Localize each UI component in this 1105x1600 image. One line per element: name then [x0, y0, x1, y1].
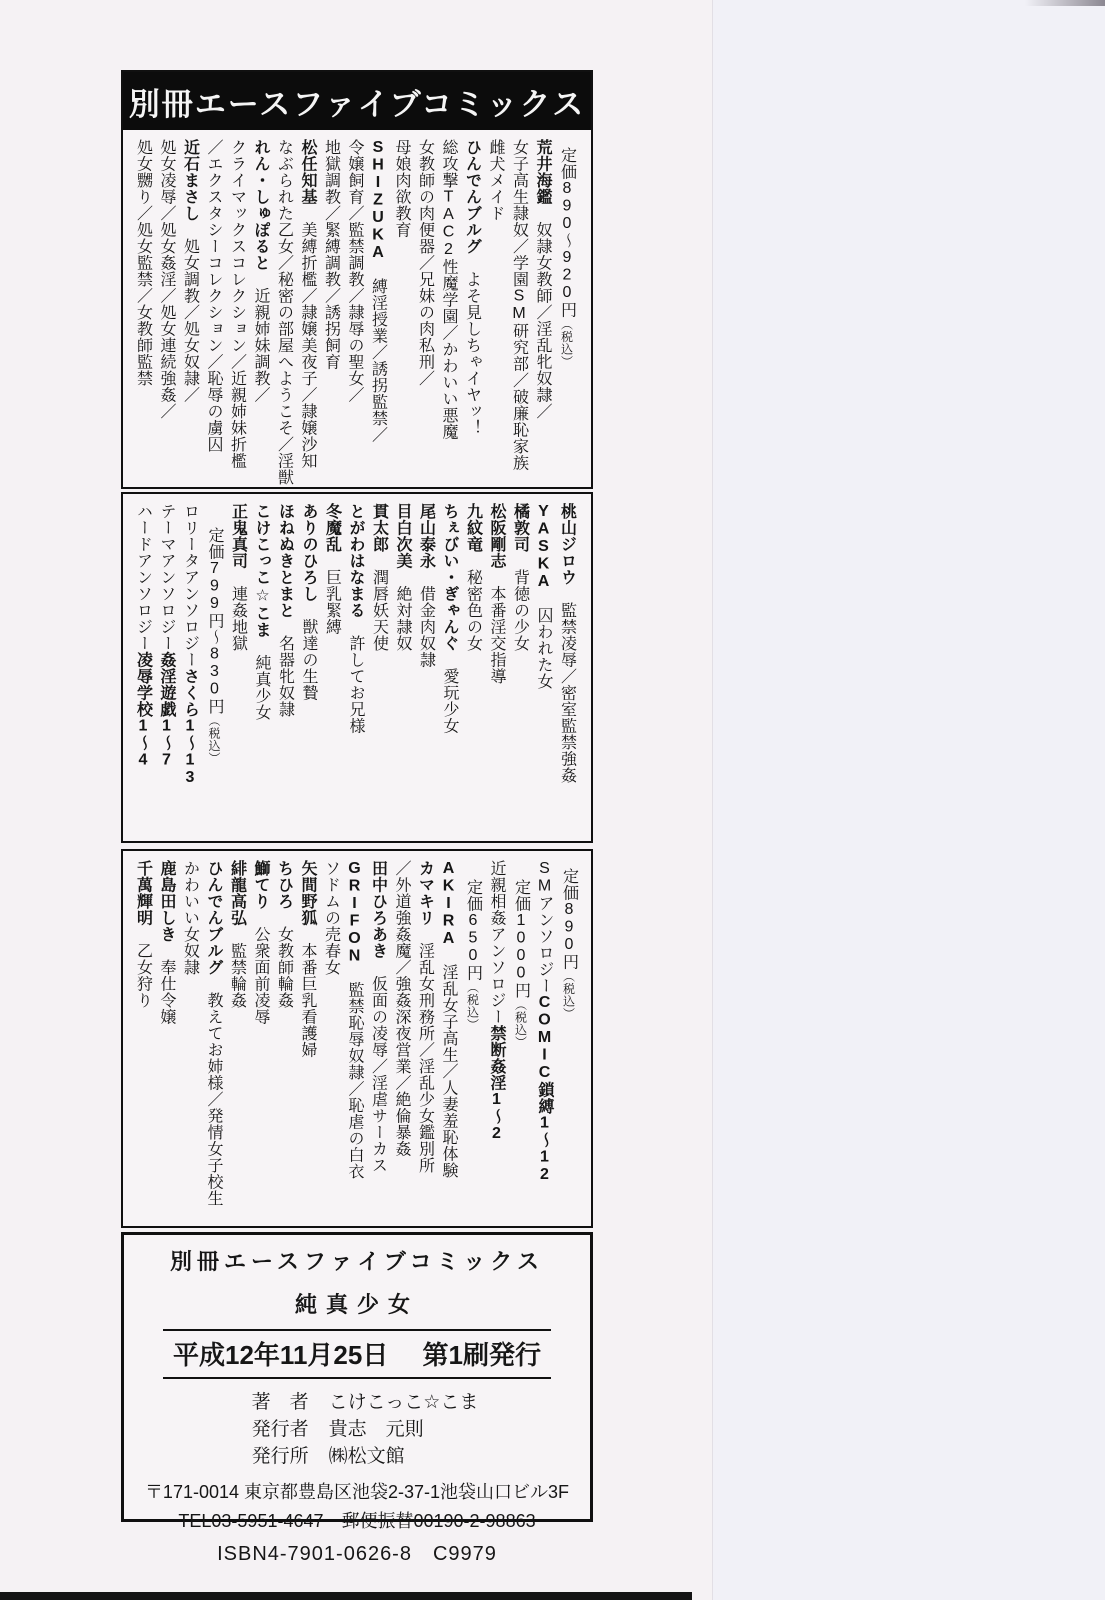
- title-text: 名器牝奴隷: [276, 618, 294, 718]
- title-text: 本番淫交指導: [488, 569, 505, 685]
- list-column: [319, 860, 343, 1217]
- list-column: [460, 139, 484, 478]
- author-name: ちひろ: [275, 860, 293, 910]
- list-column: [226, 503, 250, 832]
- list-column: [131, 139, 155, 478]
- title-text: 女子高生隷奴／学園SM研究部／破廉恥家族: [510, 139, 528, 471]
- list-column: [437, 139, 461, 478]
- list-column: [202, 860, 226, 1217]
- publication-date: 平成12年11月25日: [173, 1340, 389, 1370]
- printing-info: 第1刷発行: [422, 1340, 541, 1370]
- list-column: [391, 503, 415, 832]
- list-column: [296, 139, 320, 478]
- list-column: [250, 503, 274, 832]
- list-column: [413, 860, 437, 1217]
- list-column: [532, 503, 556, 832]
- title-text: 潤唇妖天使: [370, 552, 388, 652]
- author-name: ひんでんブルグ: [205, 860, 222, 976]
- title-list-3: [123, 851, 589, 1226]
- colophon-credits: [252, 1389, 479, 1470]
- title-text: 母娘肉欲教育: [393, 139, 410, 238]
- title-text: 監禁輪姦: [228, 926, 246, 1009]
- list-column: [367, 503, 391, 832]
- author-name: 目白次美: [394, 503, 411, 569]
- list-column: [131, 503, 155, 832]
- author-name: ひんでんブルグ: [463, 139, 481, 255]
- list-column: [296, 860, 320, 1217]
- credit-value: ㈱松文館: [328, 1446, 405, 1467]
- list-column: [272, 139, 296, 486]
- list-column: [344, 503, 368, 832]
- list-column: [155, 139, 179, 478]
- list-column: [485, 860, 509, 1217]
- author-name: 荒井海鑑: [534, 139, 551, 205]
- list-column: [225, 139, 249, 478]
- series-header-bar: [123, 72, 591, 130]
- title-text: よそ見しちゃイヤッ！: [463, 254, 481, 436]
- list-column: [460, 860, 485, 1217]
- title-text: 処女調教／処女奴隷／: [181, 221, 199, 403]
- scan-edge-artifact: [0, 1592, 692, 1600]
- list-column: [533, 860, 557, 1217]
- colophon-box: [121, 1232, 593, 1565]
- list-column: [225, 860, 249, 1217]
- author-name: 正鬼真司: [229, 503, 247, 569]
- credit-row-publisher-person: [252, 1416, 479, 1443]
- author-name: COMIC鎖縛1〜12: [536, 994, 553, 1184]
- list-column: [390, 860, 414, 1217]
- title-list-2: [123, 494, 587, 841]
- title-text: ／外道強姦魔／強姦深夜営業／絶倫暴姦: [393, 860, 410, 1157]
- author-name: 近石まさし: [181, 139, 199, 222]
- title-text: 秘密色の女: [464, 552, 482, 652]
- author-name: 千萬輝明: [134, 860, 152, 926]
- author-name: AKIRA: [440, 860, 457, 948]
- author-name: 禁断姦淫1〜2: [488, 1025, 505, 1143]
- author-name: れん・しゅぽると: [252, 139, 269, 271]
- list-column: [131, 860, 155, 1217]
- title-text: ハードアンソロジー: [134, 503, 152, 652]
- scan-smudge-artifact: [1025, 0, 1105, 6]
- author-name: 鹿島田しき: [158, 860, 175, 943]
- credit-row-author: [252, 1389, 479, 1416]
- list-column: [202, 503, 227, 832]
- title-text: 令嬢飼育／監禁調教／隷辱の聖女／: [346, 139, 363, 403]
- title-text: 地獄調教／緊縛調教／誘拐飼育: [322, 139, 340, 370]
- credit-label: 発行者: [251, 1419, 309, 1440]
- title-text: 監禁恥辱奴隷／恥虐の白衣: [346, 965, 363, 1180]
- title-text: 乙女狩り: [134, 926, 152, 1009]
- list-column: [178, 503, 202, 832]
- title-text: 仮面の凌辱／淫虐サーカス: [369, 959, 387, 1174]
- title-text: ／エクスタシーコレクション／恥辱の虜囚: [205, 139, 222, 453]
- title-text: 本番巨乳看護婦: [299, 926, 316, 1058]
- title-text: （税込）: [561, 970, 576, 1020]
- colophon-series: 別冊エースファイブコミックス: [169, 1249, 545, 1274]
- title-text: ロリータアンソロジー: [181, 503, 199, 668]
- title-text: 女教師輪姦: [275, 909, 293, 1009]
- list-column: [554, 139, 579, 478]
- title-text: 縛淫授業／誘拐監禁／: [369, 261, 387, 443]
- list-column: [390, 139, 414, 478]
- title-text: 純真少女: [253, 638, 270, 721]
- list-column: [319, 139, 343, 478]
- title-text: 近親相姦アンソロジー: [488, 860, 505, 1025]
- title-text: 処女凌辱／処女姦淫／処女連続強姦／: [158, 139, 175, 420]
- title-text: ソドムの売春女: [322, 860, 340, 976]
- title-text: 連姦地獄: [229, 569, 247, 652]
- title-text: クライマックスコレクション／近親姉妹折檻: [228, 139, 246, 469]
- author-name: YASKA: [535, 503, 552, 591]
- list-column: [155, 503, 179, 832]
- author-name: ありのひろし: [300, 503, 317, 602]
- title-text: 定価1000円: [512, 879, 530, 999]
- author-name: GRIFON: [346, 860, 363, 965]
- list-column: [272, 860, 296, 1217]
- list-column: [273, 503, 297, 832]
- list-column: [366, 139, 390, 478]
- list-column: [461, 503, 485, 832]
- credit-label: 著 者: [251, 1392, 309, 1413]
- isbn-line: ISBN4-7901-0626-8 C9979: [217, 1543, 497, 1565]
- list-column: [437, 860, 461, 1217]
- title-text: かわいい女奴隷: [181, 860, 199, 976]
- title-list-1: [123, 130, 587, 487]
- author-name: 田中ひろあき: [369, 860, 387, 959]
- author-name: 松任知基: [299, 139, 316, 205]
- author-name: ちぇびい・ぎゃんぐ: [441, 503, 458, 652]
- author-name: 矢間野狐: [299, 860, 316, 926]
- title-text: 許してお兄様: [347, 618, 364, 734]
- title-text: 雌犬メイド: [487, 139, 504, 222]
- list-column: [343, 139, 367, 478]
- credit-label: 発行所: [251, 1446, 309, 1467]
- list-column: [155, 860, 179, 1217]
- author-name: 鰤てり: [252, 860, 269, 910]
- title-text: 背徳の少女: [511, 552, 529, 652]
- title-text: SMアンソロジー: [536, 860, 553, 994]
- colophon-book-title: 純真少女: [294, 1292, 419, 1317]
- list-column: [249, 139, 273, 478]
- page-fold-right-panel: [712, 0, 1105, 1600]
- comics-list-box-top: [121, 70, 593, 489]
- author-name: 橘敦司: [511, 503, 529, 553]
- comics-list-box-middle: [121, 492, 593, 843]
- list-column: [508, 503, 532, 832]
- list-column: [414, 503, 438, 832]
- list-column: [531, 139, 555, 478]
- title-text: 巨乳緊縛: [323, 552, 341, 635]
- comics-list-box-bottom: [121, 849, 593, 1228]
- list-column: [485, 503, 509, 832]
- list-column: [438, 503, 462, 832]
- title-text: 借金肉奴隷: [417, 569, 435, 668]
- list-column: [556, 860, 581, 1217]
- phone-and-postal-transfer: TEL03-5951-4647 郵便振替00190-2-98863: [178, 1511, 536, 1531]
- title-text: 公衆面前凌辱: [252, 909, 269, 1025]
- list-column: [320, 503, 344, 832]
- list-column: [555, 503, 579, 832]
- author-name: 姦淫遊戯1〜7: [158, 651, 175, 769]
- author-name: 九紋竜: [464, 503, 482, 553]
- title-text: 処女嬲り／処女監禁／女教師監禁: [134, 139, 152, 387]
- list-column: [484, 139, 508, 478]
- title-text: （税込）: [465, 981, 480, 1032]
- title-text: （税込）: [207, 714, 221, 765]
- title-text: 美縛折檻／隷嬢美夜子／隷嬢沙知: [299, 205, 316, 469]
- title-text: 近親姉妹調教／: [252, 271, 269, 403]
- list-column: [178, 860, 202, 1217]
- list-column: [366, 860, 390, 1217]
- author-name: こけこっこ☆こま: [253, 503, 270, 638]
- author-name: SHIZUKA: [369, 139, 387, 262]
- author-name: 桃山ジロウ: [558, 503, 576, 586]
- title-text: 定価799円〜830円: [206, 527, 223, 715]
- author-name: 冬魔乱: [323, 503, 341, 553]
- author-name: 松阪剛志: [488, 503, 505, 569]
- list-column: [508, 860, 533, 1217]
- title-text: 総攻撃TAC2性魔学園／かわいい悪魔: [440, 139, 457, 440]
- list-column: [178, 139, 202, 478]
- author-name: ほねぬきとまと: [276, 503, 294, 619]
- title-text: テーマアンソロジー: [158, 503, 175, 652]
- title-text: 淫乱女子高生／人妻羞恥体験: [440, 947, 457, 1179]
- credit-value: 貴志 元則: [328, 1419, 424, 1440]
- list-column: [413, 139, 437, 478]
- title-text: 奴隷女教師／淫乱牝奴隷／: [534, 205, 551, 420]
- author-name: 緋龍高弘: [228, 860, 246, 926]
- title-text: 定価650円: [464, 879, 482, 982]
- title-text: 奉仕令嬢: [158, 942, 175, 1025]
- title-text: （税込）: [513, 998, 528, 1049]
- publisher-address: 〒171-0014 東京都豊島区池袋2-37-1池袋山口ビル3F: [144, 1482, 570, 1502]
- title-text: 定価890〜920円: [558, 147, 576, 318]
- title-text: （税込）: [559, 318, 574, 368]
- credit-row-publisher-company: [252, 1443, 479, 1470]
- list-column: [249, 860, 273, 1217]
- title-text: なぶられた乙女／秘密の部屋へようこそ／淫獣: [275, 139, 293, 486]
- author-name: さくら1〜13: [181, 668, 199, 787]
- title-text: 絶対隷奴: [394, 569, 411, 652]
- author-name: 凌辱学校1〜4: [134, 651, 152, 769]
- author-name: とがわはなまる: [347, 503, 364, 619]
- series-header-label: 別冊エースファイブコミックス: [128, 86, 586, 122]
- title-text: 定価890円: [560, 868, 578, 970]
- list-column: [507, 139, 531, 478]
- title-text: 監禁凌辱／密室監禁強姦: [558, 585, 576, 784]
- author-name: 貫太郎: [370, 503, 388, 553]
- title-text: 囚われた女: [535, 590, 552, 690]
- title-text: 愛玩少女: [441, 651, 458, 734]
- credit-value: こけこっこ☆こま: [328, 1392, 479, 1413]
- author-name: 尾山泰永: [417, 503, 435, 569]
- title-text: 獣達の生贄: [300, 602, 317, 701]
- title-text: 淫乱女刑務所／淫乱少女鑑別所: [416, 926, 434, 1174]
- list-column: [202, 139, 226, 478]
- title-text: 女教師の肉便器／兄妹の肉私刑／: [416, 139, 434, 387]
- title-text: 教えてお姉様／発情女子校生: [205, 975, 222, 1207]
- author-name: カマキリ: [416, 860, 434, 926]
- list-column: [297, 503, 321, 832]
- list-column: [343, 860, 367, 1217]
- colophon-date-line: [163, 1329, 551, 1379]
